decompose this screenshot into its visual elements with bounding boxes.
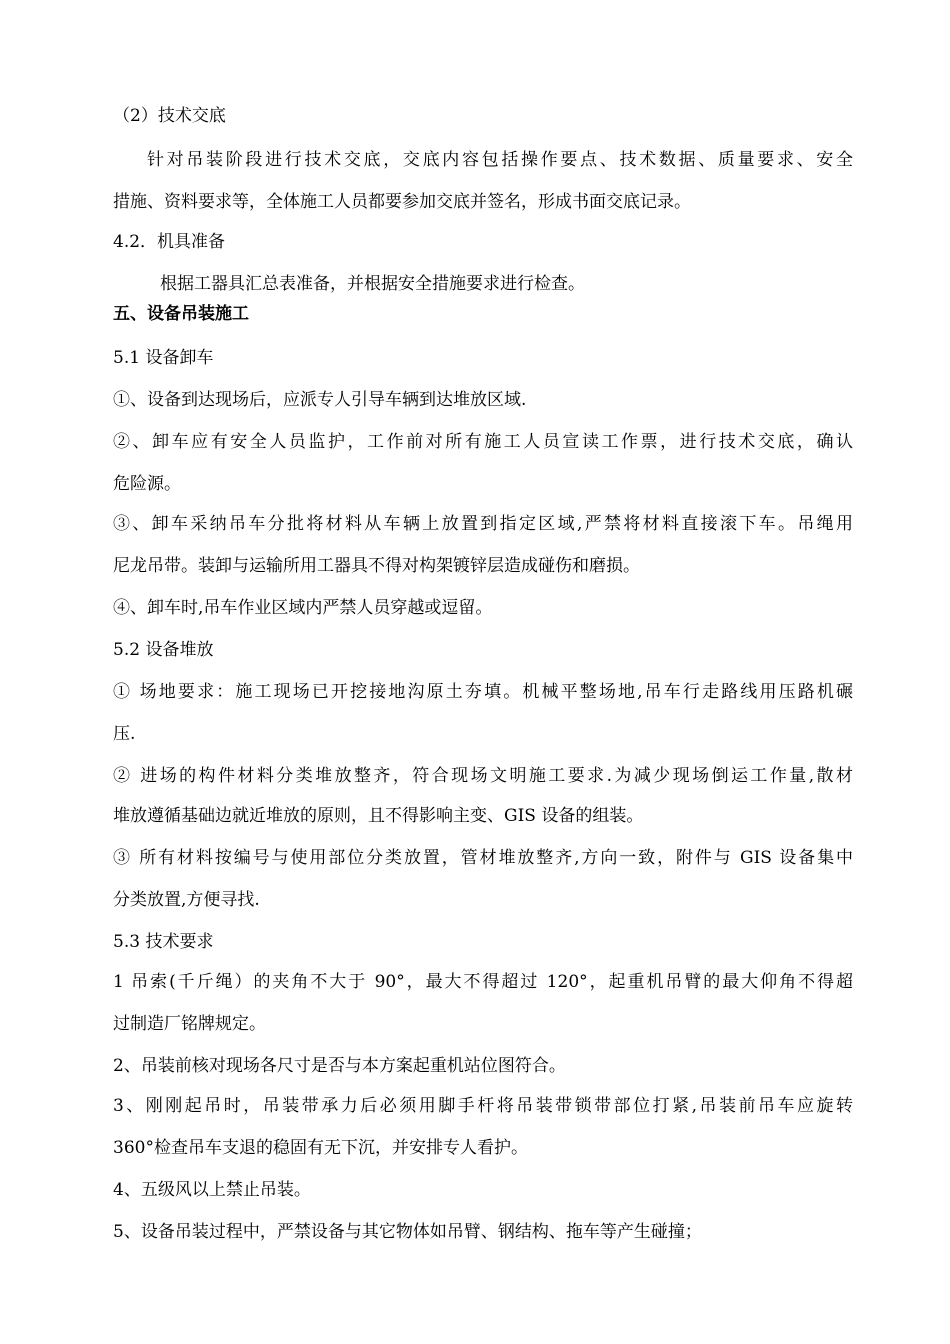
list-item-continuation: 堆放遵循基础边就近堆放的原则，且不得影响主变、GIS 设备的组装。 xyxy=(113,806,644,826)
subheading-equipment-preparation: 4.2．机具准备 xyxy=(113,232,226,252)
list-item: ② 进场的构件材料分类堆放整齐，符合现场文明施工要求.为减少现场倒运工作量,散材 xyxy=(113,766,853,786)
list-item: 4、五级风以上禁止吊装。 xyxy=(113,1180,311,1200)
paragraph-line: 根据工器具汇总表准备，并根据安全措施要求进行检查。 xyxy=(160,274,585,294)
paragraph-line: 针对吊装阶段进行技术交底，交底内容包括操作要点、技术数据、质量要求、安全 xyxy=(147,150,853,170)
list-item: 3、刚刚起吊时，吊装带承力后必须用脚手杆将吊装带锁带部位打紧,吊装前吊车应旋转 xyxy=(113,1096,853,1116)
list-item: 1 吊索(千斤绳）的夹角不大于 90°，最大不得超过 120°，起重机吊臂的最大仰角不得超 xyxy=(113,972,853,992)
subheading-unloading: 5.1 设备卸车 xyxy=(113,348,214,368)
subheading-stacking: 5.2 设备堆放 xyxy=(113,640,214,660)
list-item-continuation: 过制造厂铭牌规定。 xyxy=(113,1014,266,1034)
list-item: ②、卸车应有安全人员监护，工作前对所有施工人员宣读工作票，进行技术交底，确认 xyxy=(113,432,853,452)
list-item: ④、卸车时,吊车作业区域内严禁人员穿越或逗留。 xyxy=(113,598,493,618)
subheading-technical-requirements: 5.3 技术要求 xyxy=(113,932,214,952)
list-item-continuation: 360°检查吊车支退的稳固有无下沉，并安排专人看护。 xyxy=(113,1138,528,1158)
paragraph-line: 措施、资料要求等，全体施工人员都要参加交底并签名，形成书面交底记录。 xyxy=(113,192,691,212)
list-item: ① 场地要求：施工现场已开挖接地沟原土夯填。机械平整场地,吊车行走路线用压路机碾 xyxy=(113,682,853,702)
list-item: 2、吊装前核对现场各尺寸是否与本方案起重机站位图符合。 xyxy=(113,1056,566,1076)
list-item-continuation: 尼龙吊带。装卸与运输所用工器具不得对构架镀锌层造成碰伤和磨损。 xyxy=(113,556,640,576)
list-item-continuation: 压. xyxy=(113,724,136,744)
list-item-continuation: 分类放置,方便寻找. xyxy=(113,890,260,910)
list-item: 5、设备吊装过程中，严禁设备与其它物体如吊臂、钢结构、拖车等产生碰撞； xyxy=(113,1222,702,1242)
section-heading: 五、设备吊装施工 xyxy=(113,304,249,324)
list-item: ③ 所有材料按编号与使用部位分类放置，管材堆放整齐,方向一致，附件与 GIS 设备集中 xyxy=(113,848,853,868)
list-item: ①、设备到达现场后，应派专人引导车辆到达堆放区域. xyxy=(113,390,527,410)
list-item: ③、卸车采纳吊车分批将材料从车辆上放置到指定区域,严禁将材料直接滚下车。吊绳用 xyxy=(113,514,853,534)
subheading-technical-briefing: （2）技术交底 xyxy=(113,106,226,126)
list-item-continuation: 危险源。 xyxy=(113,474,181,494)
